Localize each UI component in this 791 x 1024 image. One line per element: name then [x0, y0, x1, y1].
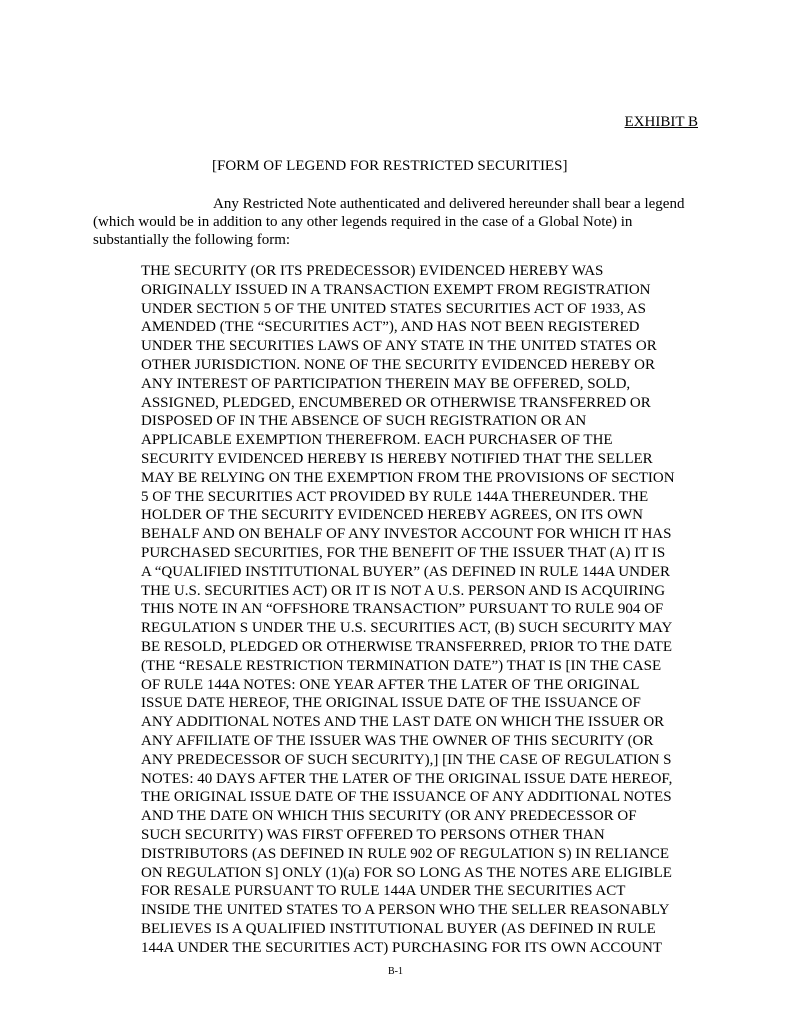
- legend-line: ANY ADDITIONAL NOTES AND THE LAST DATE ON WHICH THE ISSUER OR: [141, 714, 665, 731]
- legend-line: ASSIGNED, PLEDGED, ENCUMBERED OR OTHERWISE TRANSFERRED OR: [141, 394, 651, 411]
- legend-line: 144A UNDER THE SECURITIES ACT) PURCHASING FOR ITS OWN ACCOUNT: [141, 939, 663, 956]
- legend-line: ANY PREDECESSOR OF SUCH SECURITY),] [IN THE CASE OF REGULATION S: [141, 751, 672, 768]
- legend-line: DISTRIBUTORS (AS DEFINED IN RULE 902 OF REGULATION S) IN RELIANCE: [141, 845, 670, 862]
- legend-line: UNDER SECTION 5 OF THE UNITED STATES SECURITIES ACT OF 1933, AS: [141, 300, 646, 317]
- legend-line: UNDER THE SECURITIES LAWS OF ANY STATE IN THE UNITED STATES OR: [141, 338, 657, 355]
- legend-line: FOR RESALE PURSUANT TO RULE 144A UNDER THE SECURITIES ACT: [141, 883, 626, 900]
- exhibit-label: EXHIBIT B: [624, 114, 698, 130]
- legend-line: AMENDED (THE “SECURITIES ACT”), AND HAS NOT BEEN REGISTERED: [141, 319, 640, 336]
- intro-paragraph: Any Restricted Note authenticated and delivered hereunder shall bear a legend (which would be in addition to any other legends required in the case of a Global Note) in substantially the following form:: [93, 196, 685, 248]
- legend-line: A “QUALIFIED INSTITUTIONAL BUYER” (AS DEFINED IN RULE 144A UNDER: [141, 563, 670, 580]
- legend-line: 5 OF THE SECURITIES ACT PROVIDED BY RULE 144A THEREUNDER. THE: [141, 488, 649, 505]
- legend-line: ANY INTEREST OF PARTICIPATION THEREIN MAY BE OFFERED, SOLD,: [141, 375, 631, 392]
- legend-text-block: [141, 262, 716, 957]
- legend-line: THE ORIGINAL ISSUE DATE OF THE ISSUANCE OF ANY ADDITIONAL NOTES: [141, 789, 672, 806]
- legend-line: BELIEVES IS A QUALIFIED INSTITUTIONAL BUYER (AS DEFINED IN RULE: [141, 920, 656, 937]
- legend-line: SECURITY EVIDENCED HEREBY IS HEREBY NOTIFIED THAT THE SELLER: [141, 450, 653, 467]
- legend-line: MAY BE RELYING ON THE EXEMPTION FROM THE PROVISIONS OF SECTION: [141, 469, 675, 486]
- legend-line: ON REGULATION S] ONLY (1)(a) FOR SO LONG AS THE NOTES ARE ELIGIBLE: [141, 864, 672, 881]
- page-number: B-1: [388, 966, 403, 977]
- legend-line: PURCHASED SECURITIES, FOR THE BENEFIT OF THE ISSUER THAT (A) IT IS: [141, 544, 666, 561]
- legend-line: AND THE DATE ON WHICH THIS SECURITY (OR ANY PREDECESSOR OF: [141, 808, 637, 825]
- legend-line: REGULATION S UNDER THE U.S. SECURITIES ACT, (B) SUCH SECURITY MAY: [141, 620, 673, 637]
- legend-line: BE RESOLD, PLEDGED OR OTHERWISE TRANSFERRED, PRIOR TO THE DATE: [141, 638, 673, 655]
- legend-line: SUCH SECURITY) WAS FIRST OFFERED TO PERSONS OTHER THAN: [141, 826, 605, 843]
- legend-line: HOLDER OF THE SECURITY EVIDENCED HEREBY AGREES, ON ITS OWN: [141, 507, 643, 524]
- legend-line: DISPOSED OF IN THE ABSENCE OF SUCH REGISTRATION OR AN: [141, 413, 587, 430]
- legend-line: ANY AFFILIATE OF THE ISSUER WAS THE OWNER OF THIS SECURITY (OR: [141, 732, 654, 749]
- form-title: [FORM OF LEGEND FOR RESTRICTED SECURITIES]: [212, 158, 568, 174]
- legend-line: THE U.S. SECURITIES ACT) OR IT IS NOT A U.S. PERSON AND IS ACQUIRING: [141, 582, 666, 599]
- legend-line: INSIDE THE UNITED STATES TO A PERSON WHO THE SELLER REASONABLY: [141, 902, 670, 919]
- legend-line: OF RULE 144A NOTES: ONE YEAR AFTER THE LATER OF THE ORIGINAL: [141, 676, 640, 693]
- legend-line: ISSUE DATE HEREOF, THE ORIGINAL ISSUE DATE OF THE ISSUANCE OF: [141, 695, 641, 712]
- legend-line: THIS NOTE IN AN “OFFSHORE TRANSACTION” PURSUANT TO RULE 904 OF: [141, 601, 664, 618]
- legend-line: THE SECURITY (OR ITS PREDECESSOR) EVIDENCED HEREBY WAS: [141, 263, 604, 279]
- legend-line: APPLICABLE EXEMPTION THEREFROM. EACH PURCHASER OF THE: [141, 432, 613, 449]
- legend-line: ORIGINALLY ISSUED IN A TRANSACTION EXEMPT FROM REGISTRATION: [141, 281, 651, 298]
- legend-line: NOTES: 40 DAYS AFTER THE LATER OF THE ORIGINAL ISSUE DATE HEREOF,: [141, 770, 673, 787]
- legend-line: OTHER JURISDICTION. NONE OF THE SECURITY EVIDENCED HEREBY OR: [141, 356, 656, 373]
- legend-line: BEHALF AND ON BEHALF OF ANY INVESTOR ACCOUNT FOR WHICH IT HAS: [141, 526, 672, 543]
- legend-line: (THE “RESALE RESTRICTION TERMINATION DATE”) THAT IS [IN THE CASE: [141, 657, 662, 674]
